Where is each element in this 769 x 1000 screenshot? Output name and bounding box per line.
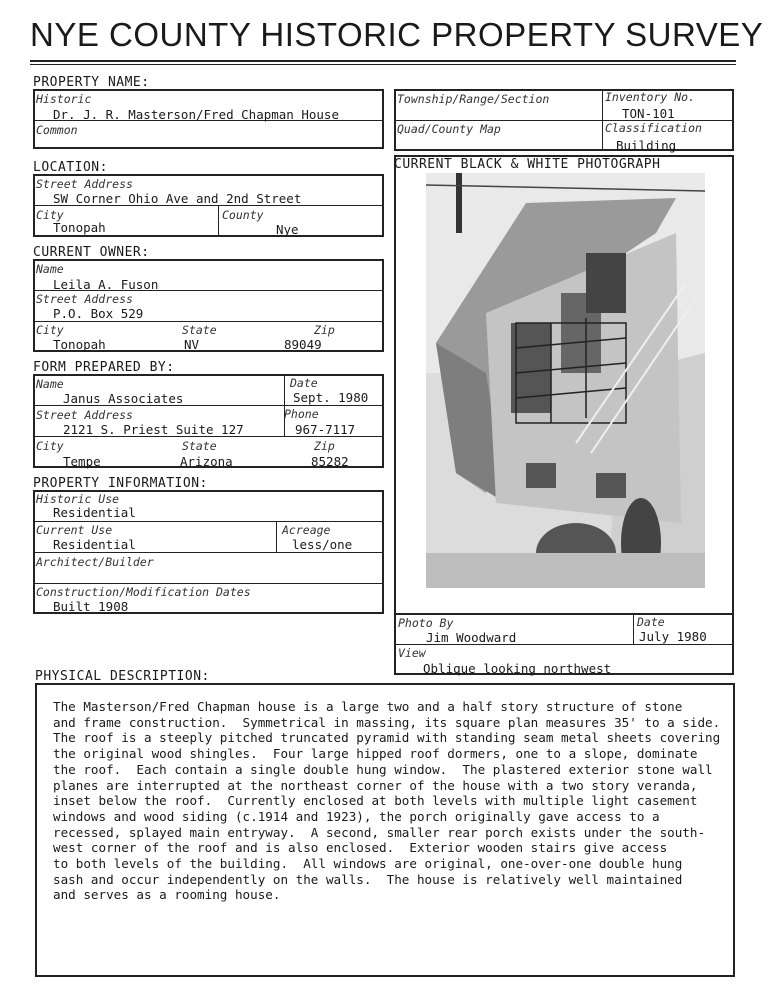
prepared-city-label: City — [36, 439, 64, 453]
photo-date-label: Date — [637, 615, 665, 629]
historic-name-value: Dr. J. R. Masterson/Fred Chapman House — [53, 107, 339, 122]
owner-street-label: Street Address — [36, 292, 133, 306]
description-line: inset below the roof. Currently enclosed at both levels with multiple light casement — [53, 793, 698, 809]
photo-date-value: July 1980 — [639, 629, 707, 644]
description-line: planes are interrupted at the northeast corner of the house with a two story veranda, — [53, 777, 698, 793]
property-name-heading: PROPERTY NAME: — [33, 75, 150, 90]
dates-label: Construction/Modification Dates — [36, 585, 251, 599]
description-line: to both levels of the building. All windows are original, one-over-one double hung — [53, 856, 683, 872]
trs-label: Township/Range/Section — [397, 92, 550, 106]
owner-city-label: City — [36, 323, 64, 337]
location-street-value: SW Corner Ohio Ave and 2nd Street — [53, 191, 302, 206]
prepared-phone-label: Phone — [284, 407, 319, 421]
prepared-name-label: Name — [36, 377, 64, 391]
info-heading: PROPERTY INFORMATION: — [33, 476, 208, 491]
prepared-date-label: Date — [290, 376, 318, 390]
classification-value: Building — [616, 138, 677, 153]
location-city-label: City — [36, 208, 64, 222]
prepared-state-label: State — [182, 439, 217, 453]
photo-view-value: Oblique looking northwest — [423, 661, 612, 676]
description-line: and frame construction. Symmetrical in massing, its square plan measures 35' to a side. — [53, 714, 721, 730]
description-line: the original wood shingles. Four large hipped roof dormers, one to a slope, dominate — [53, 746, 698, 762]
prepared-zip-label: Zip — [314, 439, 335, 453]
house-photograph-image — [426, 173, 705, 588]
location-street-label: Street Address — [36, 177, 133, 191]
acreage-value: less/one — [292, 537, 353, 552]
owner-state-value: NV — [184, 337, 200, 352]
owner-city-value: Tonopah — [53, 337, 106, 352]
description-line: windows and wood siding (c.1914 and 1923), the porch originally gave access to a — [53, 808, 660, 824]
photo-view-label: View — [398, 646, 426, 660]
description-text — [53, 699, 720, 903]
owner-name-value: Leila A. Fuson — [53, 277, 159, 292]
prepared-date-value: Sept. 1980 — [293, 390, 369, 405]
historic-use-value: Residential — [53, 505, 136, 520]
inventory-label: Inventory No. — [605, 90, 696, 104]
inventory-value: TON-101 — [622, 106, 675, 121]
description-line: and serves as a rooming house. — [53, 887, 281, 903]
description-line: The roof is a steeply pitched truncated pyramid with standing seam metal sheets covering — [53, 730, 721, 746]
owner-zip-value: 89049 — [284, 337, 322, 352]
photo-by-label: Photo By — [398, 616, 454, 630]
prepared-state-value: Arizona — [180, 454, 233, 469]
photograph-heading: CURRENT BLACK & WHITE PHOTOGRAPH — [394, 157, 661, 172]
owner-state-label: State — [182, 323, 217, 337]
prepared-street-value: 2121 S. Priest Suite 127 — [63, 422, 244, 437]
prepared-street-label: Street Address — [36, 408, 133, 422]
owner-zip-label: Zip — [314, 323, 335, 337]
description-heading: PHYSICAL DESCRIPTION: — [35, 669, 210, 684]
description-line: recessed, splayed main entryway. A second, smaller rear porch exists under the south- — [53, 824, 706, 840]
current-use-label: Current Use — [36, 523, 113, 537]
page-title: NYE COUNTY HISTORIC PROPERTY SURVEY — [30, 16, 764, 53]
classification-label: Classification — [605, 121, 702, 135]
location-county-value: Nye — [276, 222, 299, 237]
location-county-label: County — [222, 208, 264, 222]
common-name-label: Common — [36, 123, 78, 137]
prepared-city-value: Tempe — [63, 454, 101, 469]
owner-street-value: P.O. Box 529 — [53, 306, 144, 321]
description-line: The Masterson/Fred Chapman house is a large two and a half story structure of stone — [53, 699, 683, 714]
photo-by-value: Jim Woodward — [426, 630, 517, 645]
title-rule-thin — [30, 64, 736, 65]
owner-heading: CURRENT OWNER: — [33, 245, 150, 260]
description-line: sash and occur independently on the walls. The house is relatively well maintained — [53, 871, 683, 887]
description-line: west corner of the roof and is also enclosed. Exterior wooden stairs give access — [53, 840, 668, 856]
location-city-value: Tonopah — [53, 220, 106, 235]
quad-label: Quad/County Map — [397, 122, 501, 136]
prepared-zip-value: 85282 — [311, 454, 349, 469]
owner-name-label: Name — [36, 262, 64, 276]
historic-name-label: Historic — [36, 92, 92, 106]
prepared-name-value: Janus Associates — [63, 391, 184, 406]
title-rule — [30, 60, 736, 62]
historic-use-label: Historic Use — [36, 492, 120, 506]
house-photograph — [426, 173, 705, 588]
location-heading: LOCATION: — [33, 160, 108, 175]
description-line: the roof. Each contain a single double hung window. The plastered exterior stone wall — [53, 761, 713, 777]
prepared-heading: FORM PREPARED BY: — [33, 360, 175, 375]
dates-value: Built 1908 — [53, 599, 129, 614]
current-use-value: Residential — [53, 537, 136, 552]
architect-label: Architect/Builder — [36, 555, 154, 569]
acreage-label: Acreage — [282, 523, 331, 537]
prepared-phone-value: 967-7117 — [295, 422, 356, 437]
